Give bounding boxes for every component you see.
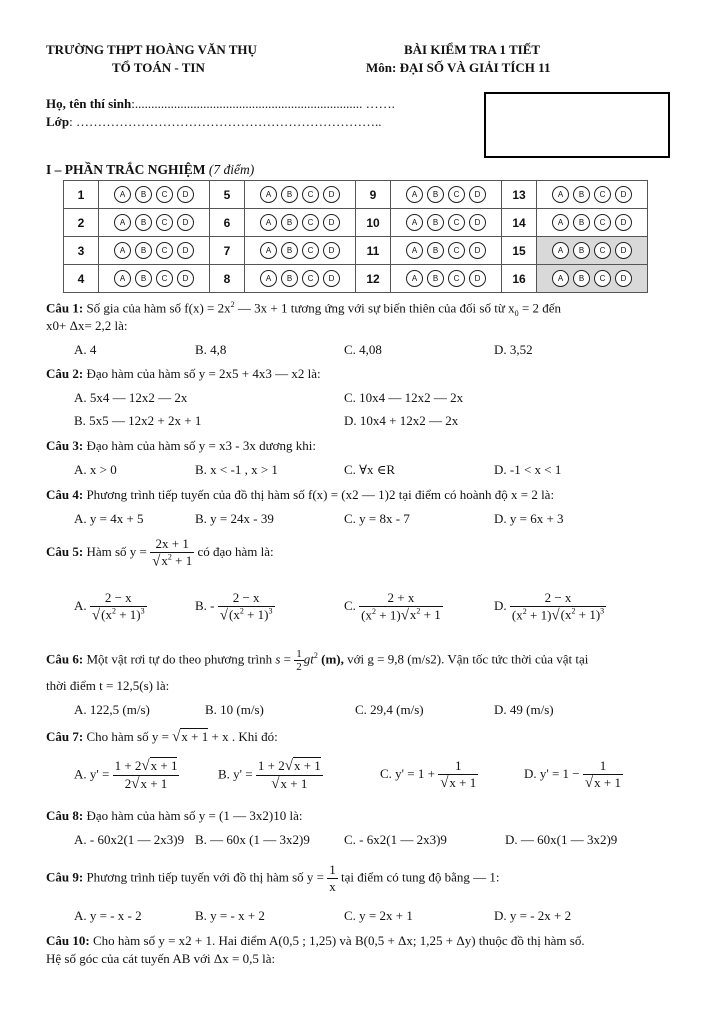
answer-grid-row <box>64 181 648 209</box>
answer-bubble-a[interactable]: A <box>552 186 569 203</box>
answer-bubble-c[interactable]: C <box>594 214 611 231</box>
answer-bubbles-cell <box>391 237 502 265</box>
answer-bubble-b[interactable]: B <box>135 242 152 259</box>
student-name-line <box>46 96 395 112</box>
q9-option-c[interactable]: C. y = 2x + 1 <box>344 908 413 923</box>
answer-bubble-b[interactable]: B <box>573 270 590 287</box>
answer-bubble-c[interactable]: C <box>302 270 319 287</box>
answer-bubble-d[interactable]: D <box>177 242 194 259</box>
q5-option-c[interactable]: C. $\frac{2 + x}{(x^2 + 1)√x^2 + 1}$ <box>344 590 441 624</box>
student-name-label: Họ, tên thí sinh <box>46 96 132 111</box>
q6-option-c[interactable]: C. 29,4 (m/s) <box>355 702 424 717</box>
answer-bubble-d[interactable]: D <box>177 186 194 203</box>
answer-bubbles-cell <box>245 209 356 237</box>
answer-bubble-c[interactable]: C <box>594 270 611 287</box>
answer-bubble-a[interactable]: A <box>552 270 569 287</box>
question-4 <box>46 487 554 503</box>
question-number-cell: 16 <box>502 265 537 293</box>
answer-bubble-a[interactable]: A <box>114 186 131 203</box>
answer-bubble-b[interactable]: B <box>281 214 298 231</box>
class-label: Lớp <box>46 114 70 129</box>
answer-bubble-c[interactable]: C <box>448 242 465 259</box>
answer-bubbles-cell <box>537 209 648 237</box>
question-10-text: Cho hàm số y = x2 + 1. Hai điểm A(0,5 ; 1,25) và B(0,5 + Δx; 1,25 + Δy) thuộc đồ thị hàm số. <box>89 933 585 948</box>
question-number-cell: 13 <box>502 181 537 209</box>
answer-bubbles-cell <box>99 265 210 293</box>
answer-bubble-a[interactable]: A <box>406 214 423 231</box>
answer-bubble-b[interactable]: B <box>281 270 298 287</box>
question-6-label: Câu 6: <box>46 651 84 667</box>
subject-title: Môn: ĐẠI SỐ VÀ GIẢI TÍCH 11 <box>366 60 551 75</box>
school-name: TRƯỜNG THPT HOÀNG VĂN THỤ <box>46 42 257 57</box>
answer-bubble-d[interactable]: D <box>615 270 632 287</box>
answer-bubble-a[interactable]: A <box>406 270 423 287</box>
answer-bubble-c[interactable]: C <box>448 186 465 203</box>
question-8 <box>46 808 302 824</box>
question-number-cell: 5 <box>210 181 245 209</box>
answer-bubble-b[interactable]: B <box>281 242 298 259</box>
answer-bubble-a[interactable]: A <box>260 214 277 231</box>
answer-bubble-d[interactable]: D <box>177 214 194 231</box>
class-dots: : …………………………………………………………….. <box>69 114 382 129</box>
q8-option-c[interactable]: C. - 6x2(1 — 2x3)9 <box>344 832 447 847</box>
q8-option-a[interactable]: A. - 60x2(1 — 2x3)9 <box>74 832 185 847</box>
answer-bubble-a[interactable]: A <box>114 214 131 231</box>
question-number-cell: 4 <box>64 265 99 293</box>
answer-bubble-b[interactable]: B <box>573 186 590 203</box>
answer-bubble-c[interactable]: C <box>594 186 611 203</box>
question-8-label: Câu 8: <box>46 808 84 823</box>
answer-bubble-a[interactable]: A <box>406 242 423 259</box>
answer-bubbles-cell <box>537 265 648 293</box>
answer-bubble-d[interactable]: D <box>177 270 194 287</box>
answer-bubble-a[interactable]: A <box>260 242 277 259</box>
answer-bubble-d[interactable]: D <box>323 214 340 231</box>
answer-bubbles-cell <box>245 265 356 293</box>
q1-option-d[interactable]: D. 3,52 <box>494 342 533 357</box>
question-9-pre: Phương trình tiếp tuyến với đồ thị hàm số y = <box>83 869 328 885</box>
department-name: TỔ TOÁN - TIN <box>112 60 205 75</box>
q5-function-fraction: $\frac{2x + 1}{√x^2 + 1}$ <box>152 536 193 570</box>
answer-bubble-a[interactable]: A <box>260 186 277 203</box>
q4-option-a[interactable]: A. y = 4x + 5 <box>74 511 144 526</box>
answer-bubbles-cell <box>391 181 502 209</box>
question-10-line-2: Hệ số góc của cát tuyến AB với Δx = 0,5 là: <box>46 951 276 966</box>
question-3-label: Câu 3: <box>46 438 84 453</box>
answer-bubble-b[interactable]: B <box>281 186 298 203</box>
q3-option-b[interactable]: B. x < -1 , x > 1 <box>195 462 278 477</box>
answer-bubbles-cell <box>537 237 648 265</box>
q2-option-d[interactable]: D. 10x4 + 12x2 — 2x <box>344 413 459 428</box>
question-9-label: Câu 9: <box>46 869 84 885</box>
answer-bubble-a[interactable]: A <box>552 214 569 231</box>
answer-bubble-d[interactable]: D <box>469 270 486 287</box>
question-5-post: có đạo hàm là: <box>197 544 274 560</box>
q3-option-c[interactable]: C. ∀x ∈R <box>344 462 396 477</box>
q2-option-b[interactable]: B. 5x5 — 12x2 + 2x + 1 <box>74 413 202 428</box>
question-9-post: tại điểm có tung độ bằng — 1: <box>341 869 500 885</box>
q3-option-a[interactable]: A. x > 0 <box>74 462 117 477</box>
q9-option-b[interactable]: B. y = - x + 2 <box>195 908 265 923</box>
question-number-cell: 6 <box>210 209 245 237</box>
question-5 <box>46 536 274 570</box>
answer-grid-row <box>64 265 648 293</box>
answer-bubbles-cell <box>99 181 210 209</box>
section-title-text: I – PHẦN TRẮC NGHIỆM <box>46 162 209 177</box>
q1-option-b[interactable]: B. 4,8 <box>195 342 227 357</box>
answer-bubble-d[interactable]: D <box>323 186 340 203</box>
q7-option-b[interactable]: B. y' = $\frac{1 + 2√x + 1}{√x + 1}$ <box>218 758 321 792</box>
q1-option-c[interactable]: C. 4,08 <box>344 342 382 357</box>
question-3-text: Đạo hàm của hàm số y = x3 - 3x dương khi: <box>83 438 317 453</box>
answer-bubble-b[interactable]: B <box>573 242 590 259</box>
q6-option-d[interactable]: D. 49 (m/s) <box>494 702 554 717</box>
q5-numerator: 2x + 1 <box>150 536 194 553</box>
question-5-label: Câu 5: <box>46 544 84 560</box>
answer-bubbles-cell <box>245 181 356 209</box>
q4-option-c[interactable]: C. y = 8x - 7 <box>344 511 410 526</box>
test-title: BÀI KIỂM TRA 1 TIẾT <box>404 42 541 57</box>
answer-bubble-b[interactable]: B <box>427 186 444 203</box>
answer-bubbles-cell <box>537 181 648 209</box>
question-8-text: Đạo hàm của hàm số y = (1 — 3x2)10 là: <box>83 808 303 823</box>
question-number-cell: 3 <box>64 237 99 265</box>
answer-bubble-d[interactable]: D <box>323 242 340 259</box>
q4-option-b[interactable]: B. y = 24x - 39 <box>195 511 274 526</box>
question-10-label: Câu 10: <box>46 933 90 948</box>
q2-option-a[interactable]: A. 5x4 — 12x2 — 2x <box>74 390 188 405</box>
answer-bubble-a[interactable]: A <box>406 186 423 203</box>
question-number-cell: 1 <box>64 181 99 209</box>
answer-bubble-b[interactable]: B <box>135 186 152 203</box>
student-name-dots: :...................................................................... ……. <box>131 96 395 111</box>
answer-bubble-c[interactable]: C <box>156 214 173 231</box>
question-number-cell: 2 <box>64 209 99 237</box>
question-1-line-2: x0+ Δx= 2,2 là: <box>46 318 128 333</box>
question-number-cell: 9 <box>356 181 391 209</box>
answer-bubble-b[interactable]: B <box>135 214 152 231</box>
q8-option-d[interactable]: D. — 60x(1 — 3x2)9 <box>505 832 618 847</box>
q9-option-a[interactable]: A. y = - x - 2 <box>74 908 142 923</box>
question-1: Câu 1: Số gia của hàm số $f(x) = 2x^2$ — 3x + 1 tương ứng với sự biến thiên của đối số từ $x_0 = 2$ đến <box>46 300 561 318</box>
answer-bubbles-cell <box>391 209 502 237</box>
q5-option-a[interactable]: A. $\frac{2 - x}{√(x^2 + 1)^3}$ <box>74 590 145 624</box>
answer-bubbles-cell <box>391 265 502 293</box>
answer-bubble-c[interactable]: C <box>302 214 319 231</box>
answer-grid-row <box>64 209 648 237</box>
question-1-text-a: Số gia của hàm số f(x) = 2x <box>83 300 231 316</box>
answer-bubble-c[interactable]: C <box>156 242 173 259</box>
question-6-line-2: thời điểm t = 12,5(s) là: <box>46 678 170 693</box>
answer-bubble-d[interactable]: D <box>469 186 486 203</box>
question-1-text-b: — 3x + 1 tương ứng với sự biến thiên của đối số từ x <box>234 300 515 316</box>
answer-bubble-a[interactable]: A <box>260 270 277 287</box>
question-1-text-c: = 2 đến <box>518 300 561 316</box>
question-2-text: Đạo hàm của hàm số y = 2x5 + 4x3 — x2 là: <box>83 366 321 381</box>
section-points: (7 điểm) <box>208 162 255 177</box>
question-number-cell: 7 <box>210 237 245 265</box>
question-6: Câu 6: Một vật rơi tự do theo phương trình s = $\frac{1}{2}$ $gt^2$ (m), với g = 9,8 (m/s2). Vận tốc tức thời của vật tại <box>46 648 589 673</box>
answer-bubble-c[interactable]: C <box>302 242 319 259</box>
answer-grid <box>63 180 648 293</box>
question-number-cell: 10 <box>356 209 391 237</box>
q4-option-d[interactable]: D. y = 6x + 3 <box>494 511 564 526</box>
question-7-pre: Cho hàm số y = <box>83 729 173 744</box>
q7-option-c[interactable]: C. y' = 1 + $\frac{1}{√x + 1}$ <box>380 758 477 791</box>
q7-option-a[interactable]: A. y' = $\frac{1 + 2√x + 1}{2√x + 1}$ <box>74 758 178 792</box>
answer-bubble-d[interactable]: D <box>323 270 340 287</box>
question-9: Câu 9: Phương trình tiếp tuyến với đồ thị hàm số y = $\frac{1}{x}$ tại điểm có tung độ bằng — 1: <box>46 862 500 894</box>
question-7-label: Câu 7: <box>46 729 84 744</box>
question-4-label: Câu 4: <box>46 487 84 502</box>
question-6-text-3: với g = 9,8 (m/s2). Vận tốc tức thời của vật tại <box>343 651 589 667</box>
question-1-label: Câu 1: <box>46 300 84 316</box>
question-6-text-1: Một vật rơi tự do theo phương trình <box>83 651 276 667</box>
q1-option-a[interactable]: A. 4 <box>74 342 97 357</box>
q8-option-b[interactable]: B. — 60x (1 — 3x2)9 <box>195 832 310 847</box>
answer-bubble-b[interactable]: B <box>427 270 444 287</box>
q9-option-d[interactable]: D. y = - 2x + 2 <box>494 908 572 923</box>
question-number-cell: 12 <box>356 265 391 293</box>
answer-bubble-d[interactable]: D <box>615 214 632 231</box>
answer-bubble-b[interactable]: B <box>427 214 444 231</box>
class-line <box>46 114 381 130</box>
section-title <box>46 162 254 178</box>
answer-bubble-b[interactable]: B <box>135 270 152 287</box>
question-number-cell: 11 <box>356 237 391 265</box>
answer-grid-row <box>64 237 648 265</box>
q3-option-d[interactable]: D. -1 < x < 1 <box>494 462 562 477</box>
answer-bubble-a[interactable]: A <box>114 242 131 259</box>
q5-option-d[interactable]: D. $\frac{2 - x}{(x^2 + 1)√(x^2 + 1)^3}$ <box>494 590 605 624</box>
answer-bubble-c[interactable]: C <box>156 186 173 203</box>
answer-bubble-c[interactable]: C <box>594 242 611 259</box>
answer-bubble-d[interactable]: D <box>469 242 486 259</box>
q2-option-c[interactable]: C. 10x4 — 12x2 — 2x <box>344 390 464 405</box>
answer-bubble-b[interactable]: B <box>427 242 444 259</box>
answer-bubble-c[interactable]: C <box>156 270 173 287</box>
question-4-text: Phương trình tiếp tuyến của đồ thị hàm số f(x) = (x2 — 1)2 tại điểm có hoành độ x = 2 là: <box>83 487 555 502</box>
q6-option-b[interactable]: B. 10 (m/s) <box>205 702 264 717</box>
question-2-label: Câu 2: <box>46 366 84 381</box>
question-2 <box>46 366 321 382</box>
question-number-cell: 14 <box>502 209 537 237</box>
answer-bubble-c[interactable]: C <box>448 270 465 287</box>
q6-option-a[interactable]: A. 122,5 (m/s) <box>74 702 150 717</box>
question-number-cell: 8 <box>210 265 245 293</box>
answer-bubble-d[interactable]: D <box>615 186 632 203</box>
answer-bubbles-cell <box>99 237 210 265</box>
answer-bubble-d[interactable]: D <box>615 242 632 259</box>
q5-option-b[interactable]: B. - $\frac{2 - x}{√(x^2 + 1)^3}$ <box>195 590 273 624</box>
question-7: Câu 7: Cho hàm số y = √x + 1 + x . Khi đó: <box>46 729 278 745</box>
answer-bubble-a[interactable]: A <box>114 270 131 287</box>
answer-bubble-d[interactable]: D <box>469 214 486 231</box>
q7-option-d[interactable]: D. y' = 1 − $\frac{1}{√x + 1}$ <box>524 758 621 791</box>
answer-bubble-a[interactable]: A <box>552 242 569 259</box>
question-number-cell: 15 <box>502 237 537 265</box>
answer-bubble-c[interactable]: C <box>302 186 319 203</box>
question-6-unit: (m), <box>317 651 344 667</box>
question-7-post: + x . Khi đó: <box>208 729 278 744</box>
answer-bubble-c[interactable]: C <box>448 214 465 231</box>
question-10 <box>46 933 585 949</box>
answer-bubble-b[interactable]: B <box>573 214 590 231</box>
question-5-pre: Hàm số y = <box>83 544 151 560</box>
answer-bubbles-cell <box>99 209 210 237</box>
question-3 <box>46 438 316 454</box>
score-box <box>484 92 670 158</box>
answer-bubbles-cell <box>245 237 356 265</box>
